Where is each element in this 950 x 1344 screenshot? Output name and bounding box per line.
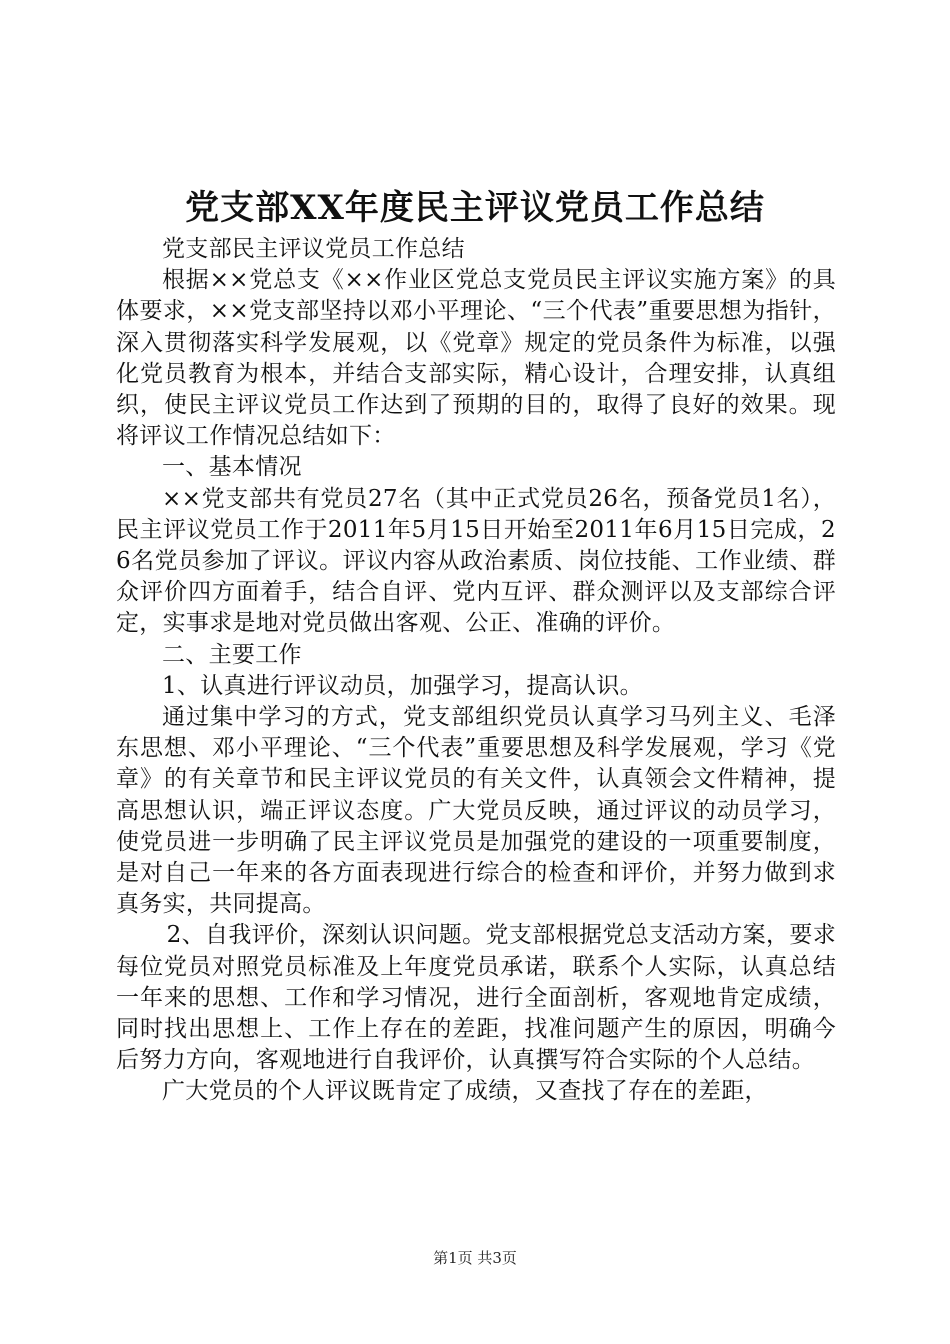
section-heading-main-work: 二、主要工作 bbox=[162, 641, 302, 668]
paragraph-intro: 根据××党总支《××作业区党总支党员民主评议实施方案》的具体要求，××党支部坚持以邓小平理论、“三个代表”重要思想为指针，深入贯彻落实科学发展观，以《党章》规定的党员条件为标准，以强化党员教育为根本，并结合支部实际，精心设计，合理安排，认真组织，使民主评议党员工作达到了预期的目的，取得了良好的效果。现将评议工作情况总结如下： bbox=[116, 267, 836, 450]
paragraph-study: 通过集中学习的方式，党支部组织党员认真学习马列主义、毛泽东思想、邓小平理论、“三个代表”重要思想及科学发展观，学习《党章》的有关章节和民主评议党员的有关文件，认真领会文件精神，提高思想认识，端正评议态度。广大党员反映，通过评议的动员学习，使党员进一步明确了民主评议党员是加强党的建设的一项重要制度，是对自己一年来的各方面表现进行综合的检查和评价，并努力做到求真务实，共同提高。 bbox=[116, 704, 836, 918]
document-title: 党支部XX年度民主评议党员工作总结 bbox=[185, 188, 765, 228]
document-body bbox=[116, 234, 836, 1108]
page-footer: 第1页 共3页 bbox=[433, 1249, 517, 1267]
paragraph-basic-situation: ××党支部共有党员27名（其中正式党员26名，预备党员1名），民主评议党员工作于2011年5月15日开始至2011年6月15日完成，26名党员参加了评议。评议内容从政治素质、岗位技能、工作业绩、群众评价四方面着手，结合自评、党内互评、群众测评以及支部综合评定，实事求是地对党员做出客观、公正、准确的评价。 bbox=[116, 485, 836, 637]
paragraph-continuation: 广大党员的个人评议既肯定了成绩，又查找了存在的差距， bbox=[162, 1078, 768, 1105]
section-heading-basic: 一、基本情况 bbox=[162, 454, 302, 481]
paragraph-self-evaluation: 2、自我评价，深刻认识问题。党支部根据党总支活动方案，要求每位党员对照党员标准及上年度党员承诺，联系个人实际，认真总结一年来的思想、工作和学习情况，进行全面剖析，客观地肯定成绩，同时找出思想上、工作上存在的差距，找准问题产生的原因，明确今后努力方向，客观地进行自我评价，认真撰写符合实际的个人总结。 bbox=[116, 922, 836, 1074]
paragraph-subtitle: 党支部民主评议党员工作总结 bbox=[162, 236, 465, 262]
subheading-mobilization: 1、认真进行评议动员，加强学习，提高认识。 bbox=[162, 672, 643, 699]
